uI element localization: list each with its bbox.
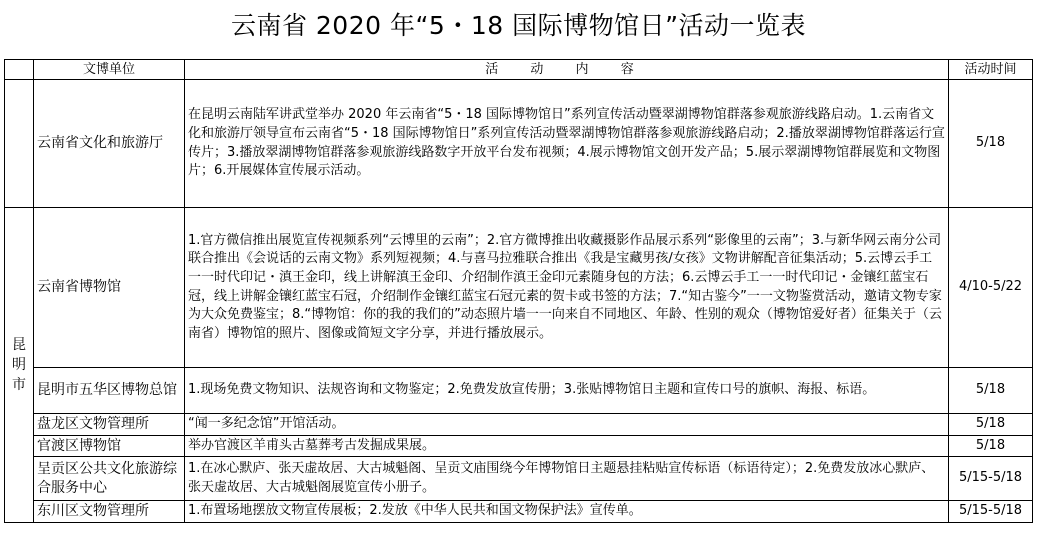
- header-blank: [5, 60, 34, 80]
- unit-cell: 东川区文物管理所: [34, 501, 185, 523]
- content-cell: 1.在冰心默庐、张天虚故居、大古城魁阁、呈贡文庙围绕今年博物馆日主题悬挂粘贴宣传标语（标语待定）；2.免费发放冰心默庐、张天虚故居、大古城魁阁展览宣传小册子。: [185, 457, 949, 501]
- city-name: 昆明市: [12, 336, 26, 393]
- time-cell: 5/15-5/18: [949, 501, 1033, 523]
- table-row: [5, 208, 1033, 368]
- time-cell: 5/18: [949, 435, 1033, 457]
- city-cell-blank: [5, 80, 34, 208]
- header-time: 活动时间: [949, 60, 1033, 80]
- time-cell: 5/15-5/18: [949, 457, 1033, 501]
- table-row: [5, 501, 1033, 523]
- table-row: [5, 457, 1033, 501]
- page-title: 云南省 2020 年“5・18 国际博物馆日”活动一览表: [230, 11, 807, 40]
- unit-cell: 昆明市五华区博物总馆: [34, 368, 185, 414]
- content-cell: 在昆明云南陆军讲武堂举办 2020 年云南省“5・18 国际博物馆日”系列宣传活动暨翠湖博物馆群落参观旅游线路启动。1.云南省文化和旅游厅领导宣布云南省“5・18 国际博物馆日”系列宣传活动暨翠湖博物馆群落参观旅游线路启动；2.播放翠湖博物馆群落运行宣传片；3.播放翠湖博物馆群落参观旅游线路数字开放平台发布视频；4.展示博物馆文创开发产品；5.展示翠湖博物馆群展览和文物图片；6.开展媒体宣传展示活动。: [185, 80, 949, 208]
- content-cell: 1.布置场地摆放文物宣传展板；2.发放《中华人民共和国文物保护法》宣传单。: [185, 501, 949, 523]
- time-cell: 5/18: [949, 368, 1033, 414]
- unit-cell: 云南省博物馆: [34, 208, 185, 368]
- city-cell: [5, 208, 34, 523]
- content-cell: 举办官渡区羊甫头古墓葬考古发掘成果展。: [185, 435, 949, 457]
- table-row: [5, 435, 1033, 457]
- unit-cell: 呈贡区公共文化旅游综合服务中心: [34, 457, 185, 501]
- content-cell: “闻一多纪念馆”开馆活动。: [185, 414, 949, 436]
- unit-cell: 盘龙区文物管理所: [34, 414, 185, 436]
- header-unit: 文博单位: [34, 60, 185, 80]
- activity-table: [4, 59, 1033, 523]
- content-cell: 1.现场免费文物知识、法规咨询和文物鉴定；2.免费发放宣传册；3.张贴博物馆日主题和宣传口号的旗帜、海报、标语。: [185, 368, 949, 414]
- table-row: [5, 414, 1033, 436]
- table-row: [5, 80, 1033, 208]
- header-row: [5, 60, 1033, 80]
- content-cell: 1.官方微信推出展览宣传视频系列“云博里的云南”；2.官方微博推出收藏摄影作品展示系列“影像里的云南”；3.与新华网云南分公司联合推出《会说话的云南文物》系列短视频；4.与喜马拉雅联合推出《我是宝藏男孩/女孩》文物讲解配音征集活动；5.云博云手工一一时代印记・滇王金印，线上讲解滇王金印、介绍制作滇王金印元素随身包的方法；6.云博云手工一一时代印记・金镶红蓝宝石冠，线上讲解金镶红蓝宝石冠，介绍制作金镶红蓝宝石冠元素的贺卡或书签的方法；7.“知古鉴今”一一文物鉴赏活动，邀请文物专家为大众免费鉴宝；8.“博物馆：你的我的我们的”动态照片墙一一向来自不同地区、年龄、性别的观众（博物馆爱好者）征集关于（云南省）博物馆的照片、图像或简短文字分享，并进行播放展示。: [185, 208, 949, 368]
- time-cell: 5/18: [949, 414, 1033, 436]
- time-cell: 5/18: [949, 80, 1033, 208]
- time-cell: 4/10-5/22: [949, 208, 1033, 368]
- table-row: [5, 368, 1033, 414]
- header-content: 活 动 内 容: [185, 60, 949, 80]
- unit-cell: 官渡区博物馆: [34, 435, 185, 457]
- unit-cell: 云南省文化和旅游厅: [34, 80, 185, 208]
